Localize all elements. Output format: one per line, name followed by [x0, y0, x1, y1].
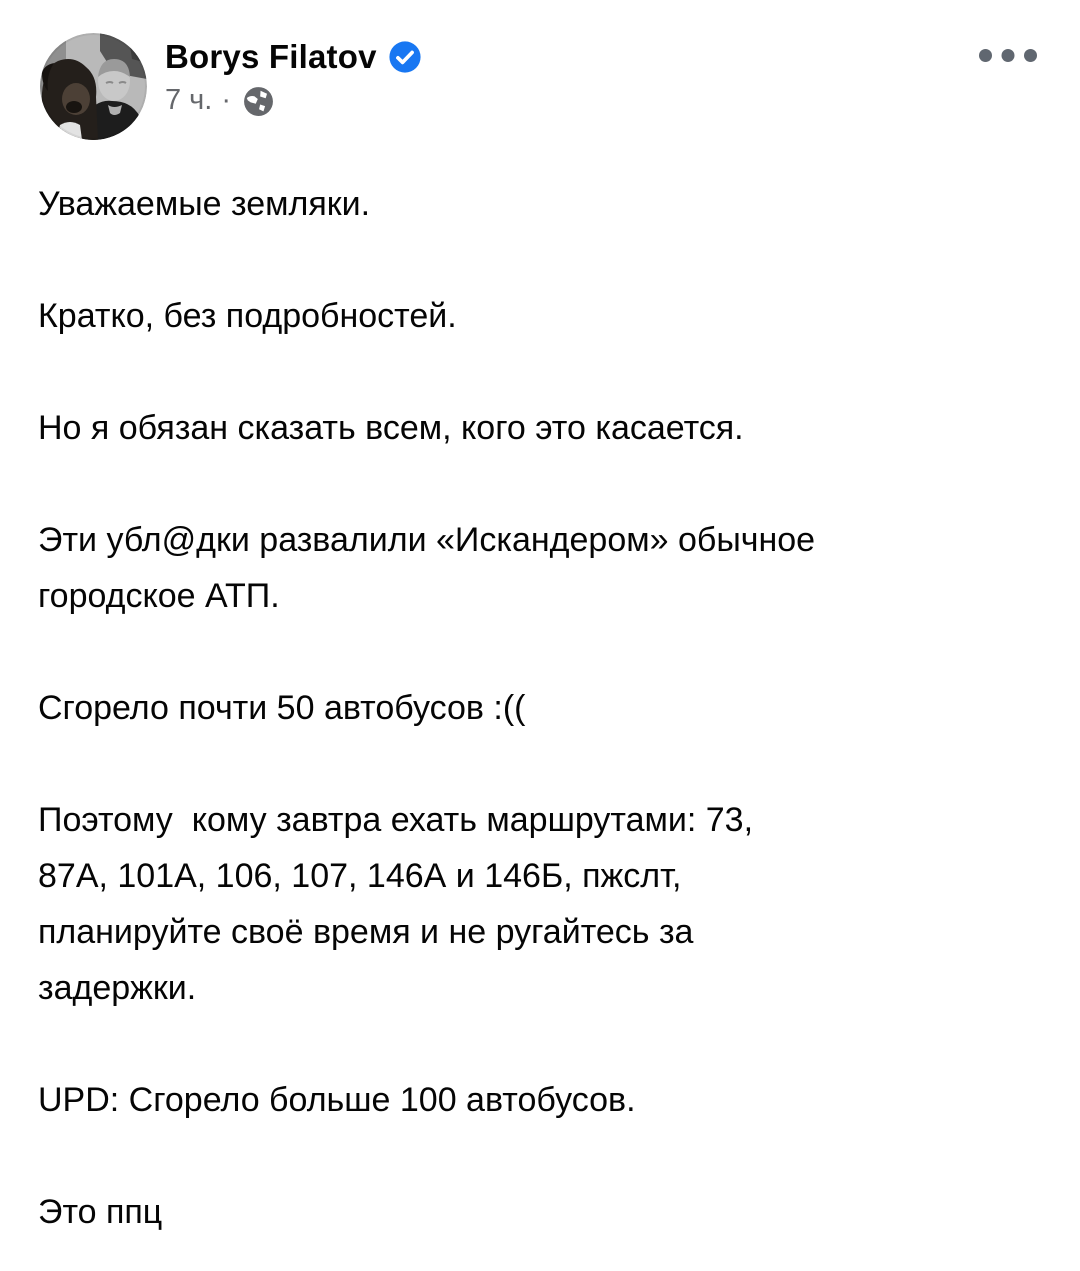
more-options-button[interactable]	[972, 38, 1044, 73]
post-paragraph-7: UPD: Сгорело больше 100 автобусов.	[38, 1081, 636, 1119]
post-paragraph-3: Но я обязан сказать всем, кого это касается.	[38, 409, 744, 447]
post-meta	[165, 85, 422, 118]
post-paragraph-1: Уважаемые земляки.	[38, 185, 371, 223]
header-info	[165, 33, 422, 118]
post-body	[0, 140, 1080, 1240]
author-name[interactable]: Borys Filatov	[165, 38, 377, 75]
post-header	[0, 0, 1080, 140]
ellipsis-icon	[978, 48, 1038, 63]
verified-badge-icon	[388, 40, 422, 74]
meta-separator: ·	[221, 84, 232, 117]
name-row	[165, 38, 422, 76]
post-paragraph-5: Сгорело почти 50 автобусов :((	[38, 689, 526, 727]
timestamp[interactable]: 7 ч.	[165, 84, 213, 117]
avatar[interactable]	[40, 33, 147, 140]
post-paragraph-4: Эти убл@дки развалили «Искандером» обычное городское АТП.	[38, 521, 816, 615]
post-paragraph-8: Это ппц	[38, 1193, 163, 1231]
avatar-image	[40, 33, 147, 140]
globe-icon	[242, 85, 275, 118]
post-paragraph-6: Поэтому кому завтра ехать маршрутами: 73, 87А, 101А, 106, 107, 146А и 146Б, пжслт, планируйте своё время и не ругайтесь за задержки.	[38, 801, 754, 1007]
post-paragraph-2: Кратко, без подробностей.	[38, 297, 457, 335]
